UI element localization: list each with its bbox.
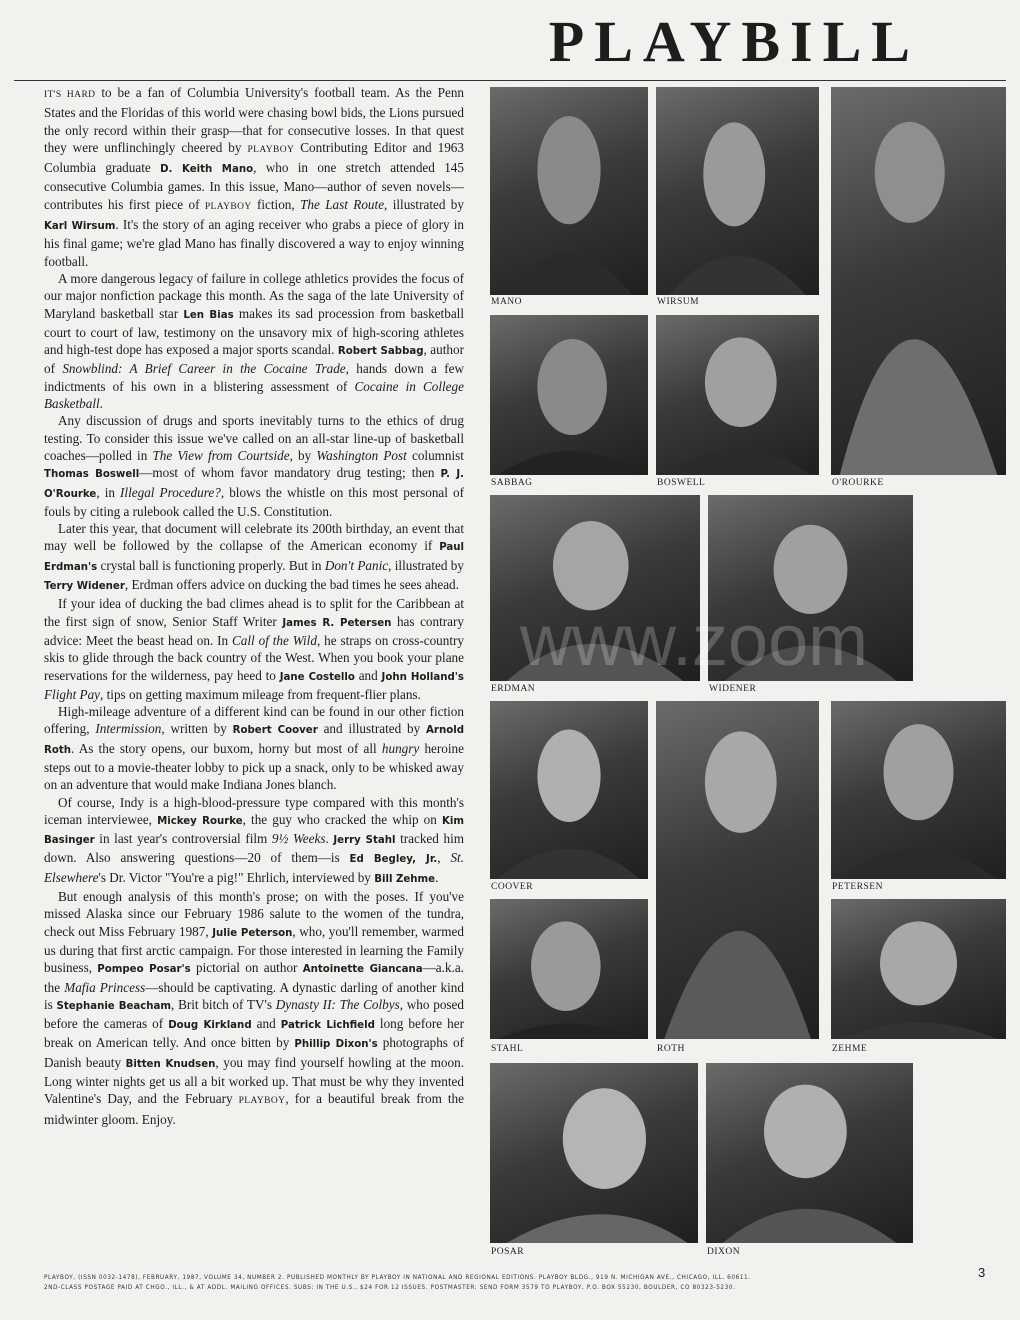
text-run: , Erdman offers advice on ducking the bad times he sees ahead. <box>124 577 459 593</box>
text-run: to be a fan of Columbia University's football team. As the Penn States and the Floridas of this world were chasing bowl bids, the Lions pursued the only record within their grasp—that for consecutive losses. In that quest they were unflinchingly cheered by <box>44 85 465 155</box>
photo-caption: COOVER <box>491 882 534 892</box>
person-name: Julie Peterson <box>212 927 293 939</box>
paragraph-3 <box>44 412 464 520</box>
text-run: fiction, <box>251 196 301 212</box>
photo-caption: DIXON <box>707 1247 741 1257</box>
portrait-photo-boswell <box>656 315 819 475</box>
portrait-photo-dixon <box>706 1063 913 1243</box>
photo-caption: STAHL <box>491 1044 524 1054</box>
portrait-silhouette-icon <box>831 87 1006 475</box>
publication-name: Washington Post <box>316 447 407 463</box>
portrait-photo-sabbag <box>490 315 648 475</box>
footer-line: 2ND-CLASS POSTAGE PAID AT CHGO., ILL., & AT ADDL. MAILING OFFICES. SUBS: IN THE U.S., $24 FOR 12 ISSUES. POSTMASTER: SEND FORM 3579 TO PLAYBOY, P.O. BOX 55230, BOULDER, CO 80323-5230. <box>44 1285 736 1291</box>
text-run: , the guy who cracked the whip on <box>242 811 442 827</box>
photo-caption: SABBAG <box>491 478 533 488</box>
text-run: , author of <box>44 342 464 377</box>
header-rule <box>14 80 1006 81</box>
photo-caption: WIRSUM <box>657 297 700 307</box>
text-run: has contrary advice: Meet the beast head on. In <box>44 613 465 648</box>
text-run: , by <box>289 447 317 463</box>
person-name: Mickey Rourke <box>157 815 243 827</box>
person-name: P. J. O'Rourke <box>44 469 464 500</box>
photo-caption: POSAR <box>491 1247 525 1257</box>
page-number: 3 <box>978 1265 986 1280</box>
person-name: Robert Coover <box>232 725 318 737</box>
photo-caption: WIDENER <box>709 684 757 694</box>
masthead-title: PLAYBILL <box>548 9 920 74</box>
person-name: D. Keith Mano <box>160 164 254 176</box>
text-run: , who in one stretch attended 145 consecutive Columbia games. In this issue, Mano—author of seven novels—contributes his first piece of <box>44 160 464 212</box>
magazine-name: PLAYBOY <box>238 1096 286 1107</box>
text-run: photographs of Danish beauty <box>44 1035 464 1070</box>
photo-caption: O'ROURKE <box>832 478 884 488</box>
text-run: , for a beautiful break from the midwinter gloom. Enjoy. <box>44 1091 464 1127</box>
portrait-silhouette-icon <box>831 701 1006 879</box>
portrait-photo-posar <box>490 1063 698 1243</box>
person-name: Thomas Boswell <box>44 469 140 481</box>
portrait-photo-orourke <box>831 87 1006 475</box>
portrait-photo-mano <box>490 87 648 295</box>
person-name: Paul Erdman's <box>44 542 464 573</box>
story-title: Illegal Procedure? <box>120 484 221 500</box>
portrait-silhouette-icon <box>831 899 1006 1039</box>
text-run: columnist <box>406 447 464 463</box>
magazine-name: PLAYBOY <box>247 144 295 155</box>
portrait-silhouette-icon <box>490 1063 698 1243</box>
paragraph-2 <box>44 270 464 412</box>
photo-caption: PETERSEN <box>832 882 883 892</box>
paragraph-8 <box>44 888 464 1128</box>
portrait-silhouette-icon <box>490 899 648 1039</box>
text-run: , hands down a few indictments of his own in a blistering assessment of <box>44 361 464 394</box>
text-run: , who, you'll remember, warmed us during that first arctic campaign. For those interested in learning the Family business, <box>44 923 465 976</box>
photo-caption: BOSWELL <box>657 478 706 488</box>
person-name: Arnold Roth <box>44 725 464 756</box>
text-run: —most of whom favor mandatory drug testing; then <box>139 465 441 481</box>
text-run: —should be captivating. A dynastic darling of another kind is <box>44 979 464 1012</box>
book-title: Snowblind: A Brief Career in the Cocaine Trade <box>62 361 346 377</box>
text-run: If your idea of ducking the bad climes ahead is to split for the Caribbean at the first sign of snow, Senior Staff Writer <box>44 596 464 629</box>
text-run: , in <box>96 484 121 500</box>
portrait-silhouette-icon <box>490 701 648 879</box>
editorial-column <box>44 84 464 1128</box>
text-run: Of course, Indy is a high-blood-pressure type compared with this month's iceman interviewee, <box>44 794 464 827</box>
text-run: . <box>99 396 103 412</box>
person-name: Bill Zehme <box>374 873 436 885</box>
text-run: , Brit bitch of TV's <box>171 996 276 1012</box>
paragraph-7 <box>44 794 464 888</box>
person-name: Jerry Stahl <box>333 835 396 847</box>
text-run: . As the story opens, our buxom, horny but most of all <box>70 740 382 756</box>
person-name: Patrick Lichfield <box>280 1020 375 1032</box>
text-run: crystal ball is functioning properly. But in <box>97 557 325 573</box>
publication-footer <box>44 1273 924 1293</box>
text-run: 's Dr. Victor "You're a pig!" Ehrlich, interviewed by <box>98 869 375 885</box>
portrait-silhouette-icon <box>656 87 819 295</box>
text-run: Contributing Editor and 1963 Columbia graduate <box>44 139 464 176</box>
portrait-silhouette-icon <box>490 87 648 295</box>
person-name: John Holland's <box>381 671 464 683</box>
person-name: Kim Basinger <box>44 815 464 847</box>
photo-caption: MANO <box>491 297 523 307</box>
text-run: . <box>325 831 334 847</box>
text-run: , tips on getting maximum mileage from frequent-flier plans. <box>100 686 421 702</box>
emphasis: hungry <box>381 740 420 756</box>
text-run: and <box>251 1016 281 1032</box>
lead-in: IT'S HARD <box>44 90 96 100</box>
story-title: Call of the Wild <box>232 632 317 648</box>
person-name: Stephanie Beacham <box>56 1000 172 1012</box>
story-title: Cocaine in College Basketball <box>44 378 464 412</box>
portrait-photo-wirsum <box>656 87 819 295</box>
text-run: and illustrated by <box>317 721 427 737</box>
text-run: in last year's controversial film <box>94 831 272 847</box>
film-title: 9½ Weeks <box>271 831 326 847</box>
text-run: , blows the whistle on this most personal of fouls by citing a rulebook called the U.S. Constitution. <box>44 484 464 519</box>
text-run: —a.k.a. the <box>44 960 464 995</box>
portrait-photo-petersen <box>831 701 1006 879</box>
text-run: High-mileage adventure of a different kind can be found in our other fiction offering, <box>44 704 464 737</box>
person-name: Karl Wirsum <box>44 221 116 233</box>
text-run: pictorial on author <box>190 960 303 976</box>
portrait-photo-stahl <box>490 899 648 1039</box>
person-name: Robert Sabbag <box>337 346 424 358</box>
magazine-name: PLAYBOY <box>204 201 252 212</box>
text-run: . It's the story of an aging receiver who grabs a piece of glory in his final game; we're glad Mano has finally discovered a way to enjoy winning football. <box>44 217 464 269</box>
person-name: Pompeo Posar's <box>97 964 191 976</box>
portrait-silhouette-icon <box>490 315 648 475</box>
show-title: Dynasty II: The Colbys <box>275 996 400 1012</box>
text-run: A more dangerous legacy of failure in college athletics provides the focus of our major nonfiction package this month. As the saga of the late University of Maryland basketball star <box>44 270 464 321</box>
paragraph-4 <box>44 520 464 595</box>
person-name: Len Bias <box>183 309 234 321</box>
text-run: and <box>354 667 382 683</box>
person-name: Terry Widener <box>44 581 125 593</box>
book-title: Mafia Princess <box>64 979 146 995</box>
text-run: heroine steps out to a movie-theater lobby to pick up a snack, only to be whisked away on an adventure that would make Indiana Jones blanch. <box>44 740 464 793</box>
text-run: , illustrated by <box>384 196 464 212</box>
photo-caption: ZEHME <box>832 1044 868 1054</box>
portrait-photo-coover <box>490 701 648 879</box>
watermark: www.zoom <box>520 601 869 681</box>
story-title: The View from Courtside <box>152 447 290 463</box>
story-title: Don't Panic <box>324 557 389 573</box>
person-name: Antoinette Giancana <box>302 964 423 976</box>
photo-caption: ROTH <box>657 1044 685 1054</box>
story-title: Intermission <box>95 721 162 737</box>
text-run: makes its sad procession from basketball court to court of law, testimony on the unsavory mix of high-scoring athletes and high-test dope has exposed a major sports scandal. <box>44 305 464 358</box>
photo-caption: ERDMAN <box>491 684 536 694</box>
text-run: tracked him down. Also answering questions—20 of them—is <box>44 831 464 866</box>
text-run: , illustrated by <box>388 557 464 573</box>
portrait-silhouette-icon <box>706 1063 913 1243</box>
text-run: . <box>435 869 439 885</box>
paragraph-6 <box>44 703 464 793</box>
portrait-silhouette-icon <box>656 701 819 1039</box>
text-run: But enough analysis of this month's prose; on with the poses. If you've missed Alaska since our February 1986 salute to the women of the tundra, check out Miss February 1987, <box>44 889 464 939</box>
person-name: Bitten Knudsen <box>125 1058 216 1070</box>
footer-line: PLAYBOY, (ISSN 0032-1478), FEBRUARY, 1987, VOLUME 34, NUMBER 2. PUBLISHED MONTHLY BY PLAYBOY IN NATIONAL AND REGIONAL EDITIONS. PLAYBOY BLDG., 919 N. MICHIGAN AVE., CHICAGO, ILL. 60611. <box>44 1275 751 1281</box>
paragraph-5 <box>44 595 464 703</box>
story-title: The Last Route <box>300 196 385 212</box>
text-run: long before her break on American telly. And once bitten by <box>44 1016 464 1051</box>
person-name: Phillip Dixon's <box>294 1039 378 1051</box>
paragraph-1 <box>44 84 464 270</box>
text-run: , <box>437 850 451 866</box>
person-name: Doug Kirkland <box>168 1020 252 1032</box>
person-name: Ed Begley, Jr. <box>349 854 438 866</box>
portrait-silhouette-icon <box>656 315 819 475</box>
text-run: Later this year, that document will celebrate its 200th birthday, an event that may well be followed by the collapse of the American economy if <box>44 521 464 554</box>
text-run: Any discussion of drugs and sports inevitably turns to the ethics of drug testing. To consider this issue we've called on an all-star line-up of basketball coaches—polled in <box>44 413 464 463</box>
person-name: Jane Costello <box>279 671 355 683</box>
person-name: James R. Petersen <box>282 617 392 629</box>
story-title: Flight Pay <box>44 686 101 702</box>
text-run: , he straps on cross-country skis to glide through the back country of the West. When you book your plane reservations for the wilderness, pay heed to <box>44 632 465 683</box>
show-title: St. Elsewhere <box>44 850 464 885</box>
text-run: , written by <box>161 721 233 737</box>
portrait-photo-zehme <box>831 899 1006 1039</box>
portrait-photo-roth <box>656 701 819 1039</box>
text-run: , who posed before the cameras of <box>44 996 464 1032</box>
text-run: , you may find yourself howling at the moon. Long winter nights get us all a bit worked up. That must be why they invented Valentine's Day, and the February <box>44 1054 465 1107</box>
